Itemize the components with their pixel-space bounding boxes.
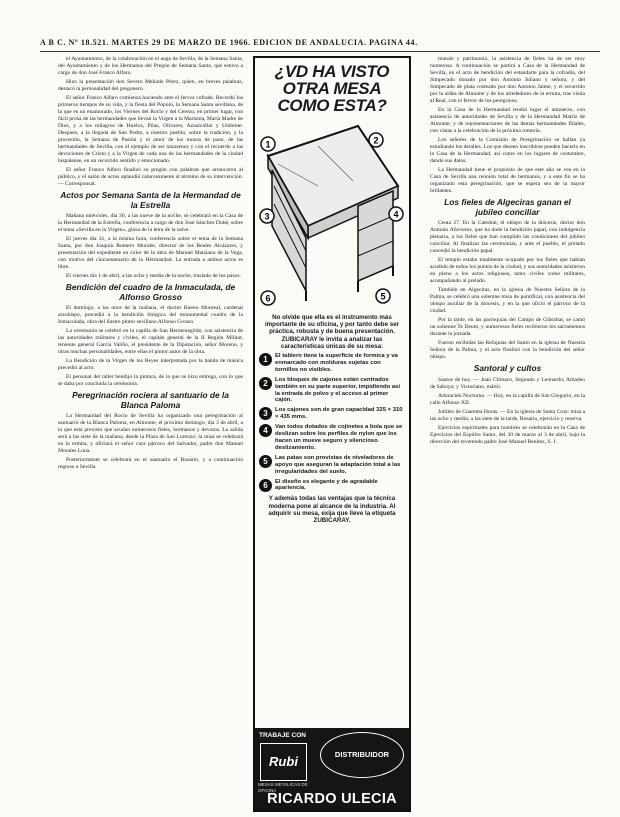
callout-2: 2 (373, 135, 379, 146)
desk-illustration (258, 116, 406, 311)
callout-6: 6 (265, 293, 271, 304)
feature-text: El tablero tiene la superficie de formica y va enmarcado con molduras sujetas con tornillos no visibles. (275, 353, 398, 373)
article-paragraph: Jubileo de Cuarenta Horas. — En la iglesia de Santa Cruz: misa a las ocho y media; a las siete de la tarde, Rosario, ejercicio y reserva. (430, 408, 585, 422)
article-paragraph: También en Algeciras, en la iglesia de Nuestra Señora de la Palma, se celebró una solemne misa de pontifical, con asistencia del obispo auxiliar de la diócesis, y en la que ofició el párroco de la ciudad. (430, 287, 585, 314)
article-paragraph: La Bendición de la Virgen de los Reyes interpretada por la banda de música precedió al acto. (58, 358, 243, 371)
desk-drawing-icon (258, 116, 406, 311)
article-paragraph: el Ayuntamiento, de la colaboración en el auge de Sevilla, de la Semana Santa, del Ayuntamiento y de los Hermanos del Pregón de Semana Santa, que estuvo a cargo de don José Franco Alfaro. (58, 56, 243, 76)
feature-number: 2 (259, 377, 272, 390)
feature-text: El diseño es elegante y de agradable apariencia. (275, 478, 378, 492)
article-paragraph: Mañana miércoles, día 30, a las nueve de la noche, se celebrará en la Casa de la Hermandad de la Estrella, conferencia a cargo de don José Sánchez Dubé, sobre el tema «Sevilla en la Virgen», glosa de la letra de la salve. (58, 213, 243, 233)
article-paragraph: Ceuta 27. En la Catedral, el obispo de la diócesis, doctor don Antonio Añoveros, que ha dado la bendición papal, con indulgencia plenaria, a los fieles que han cumplido las condiciones del jubileo conciliar. Al finalizar las ceremonias, y ante el pueblo, el prelado concedió la bendición papal. (430, 220, 585, 254)
callout-4: 4 (393, 209, 399, 220)
desk-advertisement (253, 56, 411, 812)
distributor-badge: DISTRIBUIDOR (320, 732, 404, 778)
feature-item (259, 479, 405, 493)
article-paragraph: El jueves día 31, a la misma hora, conferencia sobre el tema de la Semana Santa, por don Joaquín Romero Murube, director de los Reales Alcázares, y presentación del expediente en color de la obra de Manuel Manzano de la Vega, con motivo del cincuentenario de la Hermandad. La entrada a ambos actos es libre. (58, 236, 243, 270)
distributor-name: RICARDO ULECIA (267, 791, 397, 807)
article-paragraph: Fueron recibidas las Reliquias del Santo en la iglesia de Nuestra Señora de la Palma, y el acto finalizó con la bendición del señor obispo. (430, 340, 585, 360)
headline-inmaculada: Bendición del cuadro de la Inmaculada, de Alfonso Grosso (65, 282, 236, 302)
article-paragraph: La ceremonia se celebró en la capilla de San Hermenegildo, con asistencia de las autoridades militares y civiles, el capitán general de la II Región Militar, teniente general García Valiño, el presidente de la Diputación, señor Moreno, y otras muchas personalidades, entre ellas el pintor autor de la obra. (58, 328, 243, 355)
feature-text: Los cajones son de gran capacidad 325 × 310 × 435 mms. (275, 407, 403, 421)
ad-headline: ¿VD HA VISTO OTRA MESA COMO ESTA? (274, 62, 390, 115)
callout-1: 1 (265, 139, 271, 150)
feature-item (259, 455, 405, 476)
article-paragraph: El señor Franco Alfaro comienza haciendo ante el fervor cofrade. Recordó los primeros tiempos de su vida, y la fiesta del Pópolo, la Semana Santa sevillana, de la que es un enamorado, los Viernes del Rocío y del Cerezo, en primer lugar, con fácil prosa de las hermandades que llevan la Virgen a la Marisma, María Madre de Dios, y a los milagros de Huelva, Pilas, Olivares, Aznalcóllar y Umbrete. Después, a la llegada de San Pedro, a nuestro pueblo, sobre la tradición, y la procesión, la Semana de Pasión y el amor de los mozos de paso, de las hermandades de Sevilla, con el ejemplo de ser nazarenos y con el recuerdo a las devociones de Cristo y a la Virgen de cada una de las hermandades de la ciudad hispalense, en un recorrido sentido y emocionado. (58, 95, 243, 164)
ad-footer: Y además todas las ventajas que la técnica moderna pone al alcance de la industria. Al adquirir su mesa, exija que lleve la etiqueta ZUBICARAY. (268, 495, 396, 524)
article-paragraph: Santos de hoy. — Juan Clímaco, Segundo y Leonardo; Amadeo de Saboya; y Victoriano, mártir. (430, 376, 585, 390)
right-column (430, 56, 585, 811)
article-paragraph: Los señores de la Comisión de Peregrinación se hallan ya estudiando los detalles. Los que deseen inscribirse pueden hacerlo en la Casa de la Hermandad, así como en los lugares de costumbre, dando sus datos. (430, 137, 585, 164)
article-paragraph: Hizo la presentación don Severo Meliado Pérez, quien, en breves palabras, destacó la personalidad del pregonero. (58, 79, 243, 92)
article-paragraph: Por la tarde, en las parroquias del Campo de Gibraltar, se cantó un solemne Te Deum, y numerosos fieles recibieron los sacramentos durante la jornada. (430, 317, 585, 337)
article-paragraph: El domingo, a las once de la mañana, el doctor Bueno Monreal, cardenal arzobispo, procedió a la bendición litúrgica del monumental cuadro de la Inmaculada, obra del ilustre pintor sevillano Alfonso Grosso. (58, 305, 243, 325)
callout-5: 5 (380, 291, 386, 302)
ad-intro: No olvide que ella es el instrumento más importante de su oficina, y por tanto debe ser práctica, robusta y de buena presentación. ZUBICARAY le invita a analizar las características únicas de su mesa: (264, 314, 400, 350)
article-paragraph: La Hermandad tiene el propósito de que este año se vea en la Casa de Sevilla una reunión total de hermanos, y a este fin se ha organizado esta peregrinación, que se espera sea de la mayor brillantez. (430, 167, 585, 194)
article-paragraph: Posteriormente se celebrará en el santuario el Rosario, y a continuación regreso a Sevilla. (58, 457, 243, 470)
feature-item (259, 353, 405, 374)
article-paragraph: Adoración Nocturna. — Hoy, en la capilla de San Gregorio, en la calle Alfonso XII. (430, 392, 585, 406)
feature-number: 6 (259, 479, 272, 492)
headline-jubileo: Los fieles de Algeciras ganan el jubileo conciliar (444, 197, 571, 217)
feature-item (259, 407, 405, 421)
article-paragraph: El personal del taller bendijo la pintura, de la que se hizo entrega, con lo que se daba por concluida la ceremonia. (58, 374, 243, 387)
article-paragraph: mundo y patrimonio, la asistencia de fieles ha de ser muy numerosa. A continuación se partirá a Casa de la Hermandad de Sevilla, en el acto de bendición del estandarte para la cofradía, del Simpecado donado por don Antonio Juliano y señora, y del Simpecado de plata costeado por don Antonio Jaime, y el recorrido por la aldea de Almonte y de los alrededores de la ermita, tras visita al Real, con el fervor de los peregrinos. (430, 56, 585, 104)
headline-santoral: Santoral y cultos (473, 363, 542, 373)
feature-number: 5 (259, 455, 272, 468)
distributor-box (255, 728, 409, 810)
callout-3: 3 (264, 211, 270, 222)
brand-subtitle: MESAS METALICAS DE OFICINA (258, 782, 308, 793)
article-paragraph: La Hermandad del Rocío de Sevilla ha organizado una peregrinación al santuario de la Blanca Paloma, en Almonte, el próximo domingo, día 3 de abril, a la que está previsto que acudan numerosos fieles, hermanos y devotos. La salida será a las siete de la mañana, desde la Plaza de San Lorenzo; la misa se celebrará en la ermita, y oficiará el señor cura párroco del Salvador, padre don Manuel Morales Luna. (58, 413, 243, 454)
headline-estrella: Actos por Semana Santa de la Hermandad de la Estrella (60, 190, 241, 210)
article-paragraph: El viernes día 1 de abril, a las ocho y media de la noche, traslado de los pasos. (66, 273, 241, 279)
feature-number: 1 (259, 353, 272, 366)
article-paragraph: El templo estaba totalmente ocupado por los fieles que habían acudido de todos los puntos de la ciudad, y sus autoridades asistieron en pleno a los actos religiosos, tanto civiles como militares, acompañando al prelado. (430, 257, 585, 284)
article-paragraph: Ejercicios espirituales para hombres se celebrarán en la Casa de Ejercicios del Espíritu Santo, del 30 de marzo al 3 de abril, bajo la dirección del reverendo padre José Manuel Benítez, S. J. (430, 424, 585, 445)
headline-peregrinacion: Peregrinación rociera al santuario de la Blanca Paloma (72, 390, 229, 410)
feature-text: Las patas son provistas de niveladores de apoyo que aseguran la adaptación total a las irregularidades del suelo. (275, 454, 401, 475)
article-paragraph: El señor Franco Alfaro finalizó su pregón con palabras que arrancaron al público, y el salón de actos aplaudió calurosamente al término de su intervención. — Corresponsal. (58, 167, 243, 187)
article-paragraph: En la Casa de la Hermandad tendrá lugar el almuerzo, con asistencia de autoridades de Sevilla y de la Hermandad Matriz de Almonte, y de representaciones de las demás hermandades filiales, con vistas a la celebración de la próxima romería. (430, 107, 585, 134)
feature-item (259, 377, 405, 405)
distributor-label: TRABAJE CON (259, 732, 306, 739)
brand-logo: Rubi (260, 743, 307, 781)
masthead: A B C. Nº 18.521. MARTES 29 DE MARZO DE 1966. EDICION DE ANDALUCIA. PAGINA 44. (40, 38, 600, 52)
left-column (58, 56, 243, 811)
feature-item (259, 424, 405, 452)
feature-number: 4 (259, 424, 272, 437)
feature-number: 3 (259, 407, 272, 420)
feature-text: Los bloques de cajones están centrados también en su parte superior, impidiendo así la entrada de polvo y el acceso al primer cajón. (275, 376, 401, 404)
feature-text: Van todos dotados de cojinetes a bola que se deslizan sobre los perfiles de nylon que los hacen un mueve seguro y silencioso deslizamiento. (275, 424, 403, 451)
